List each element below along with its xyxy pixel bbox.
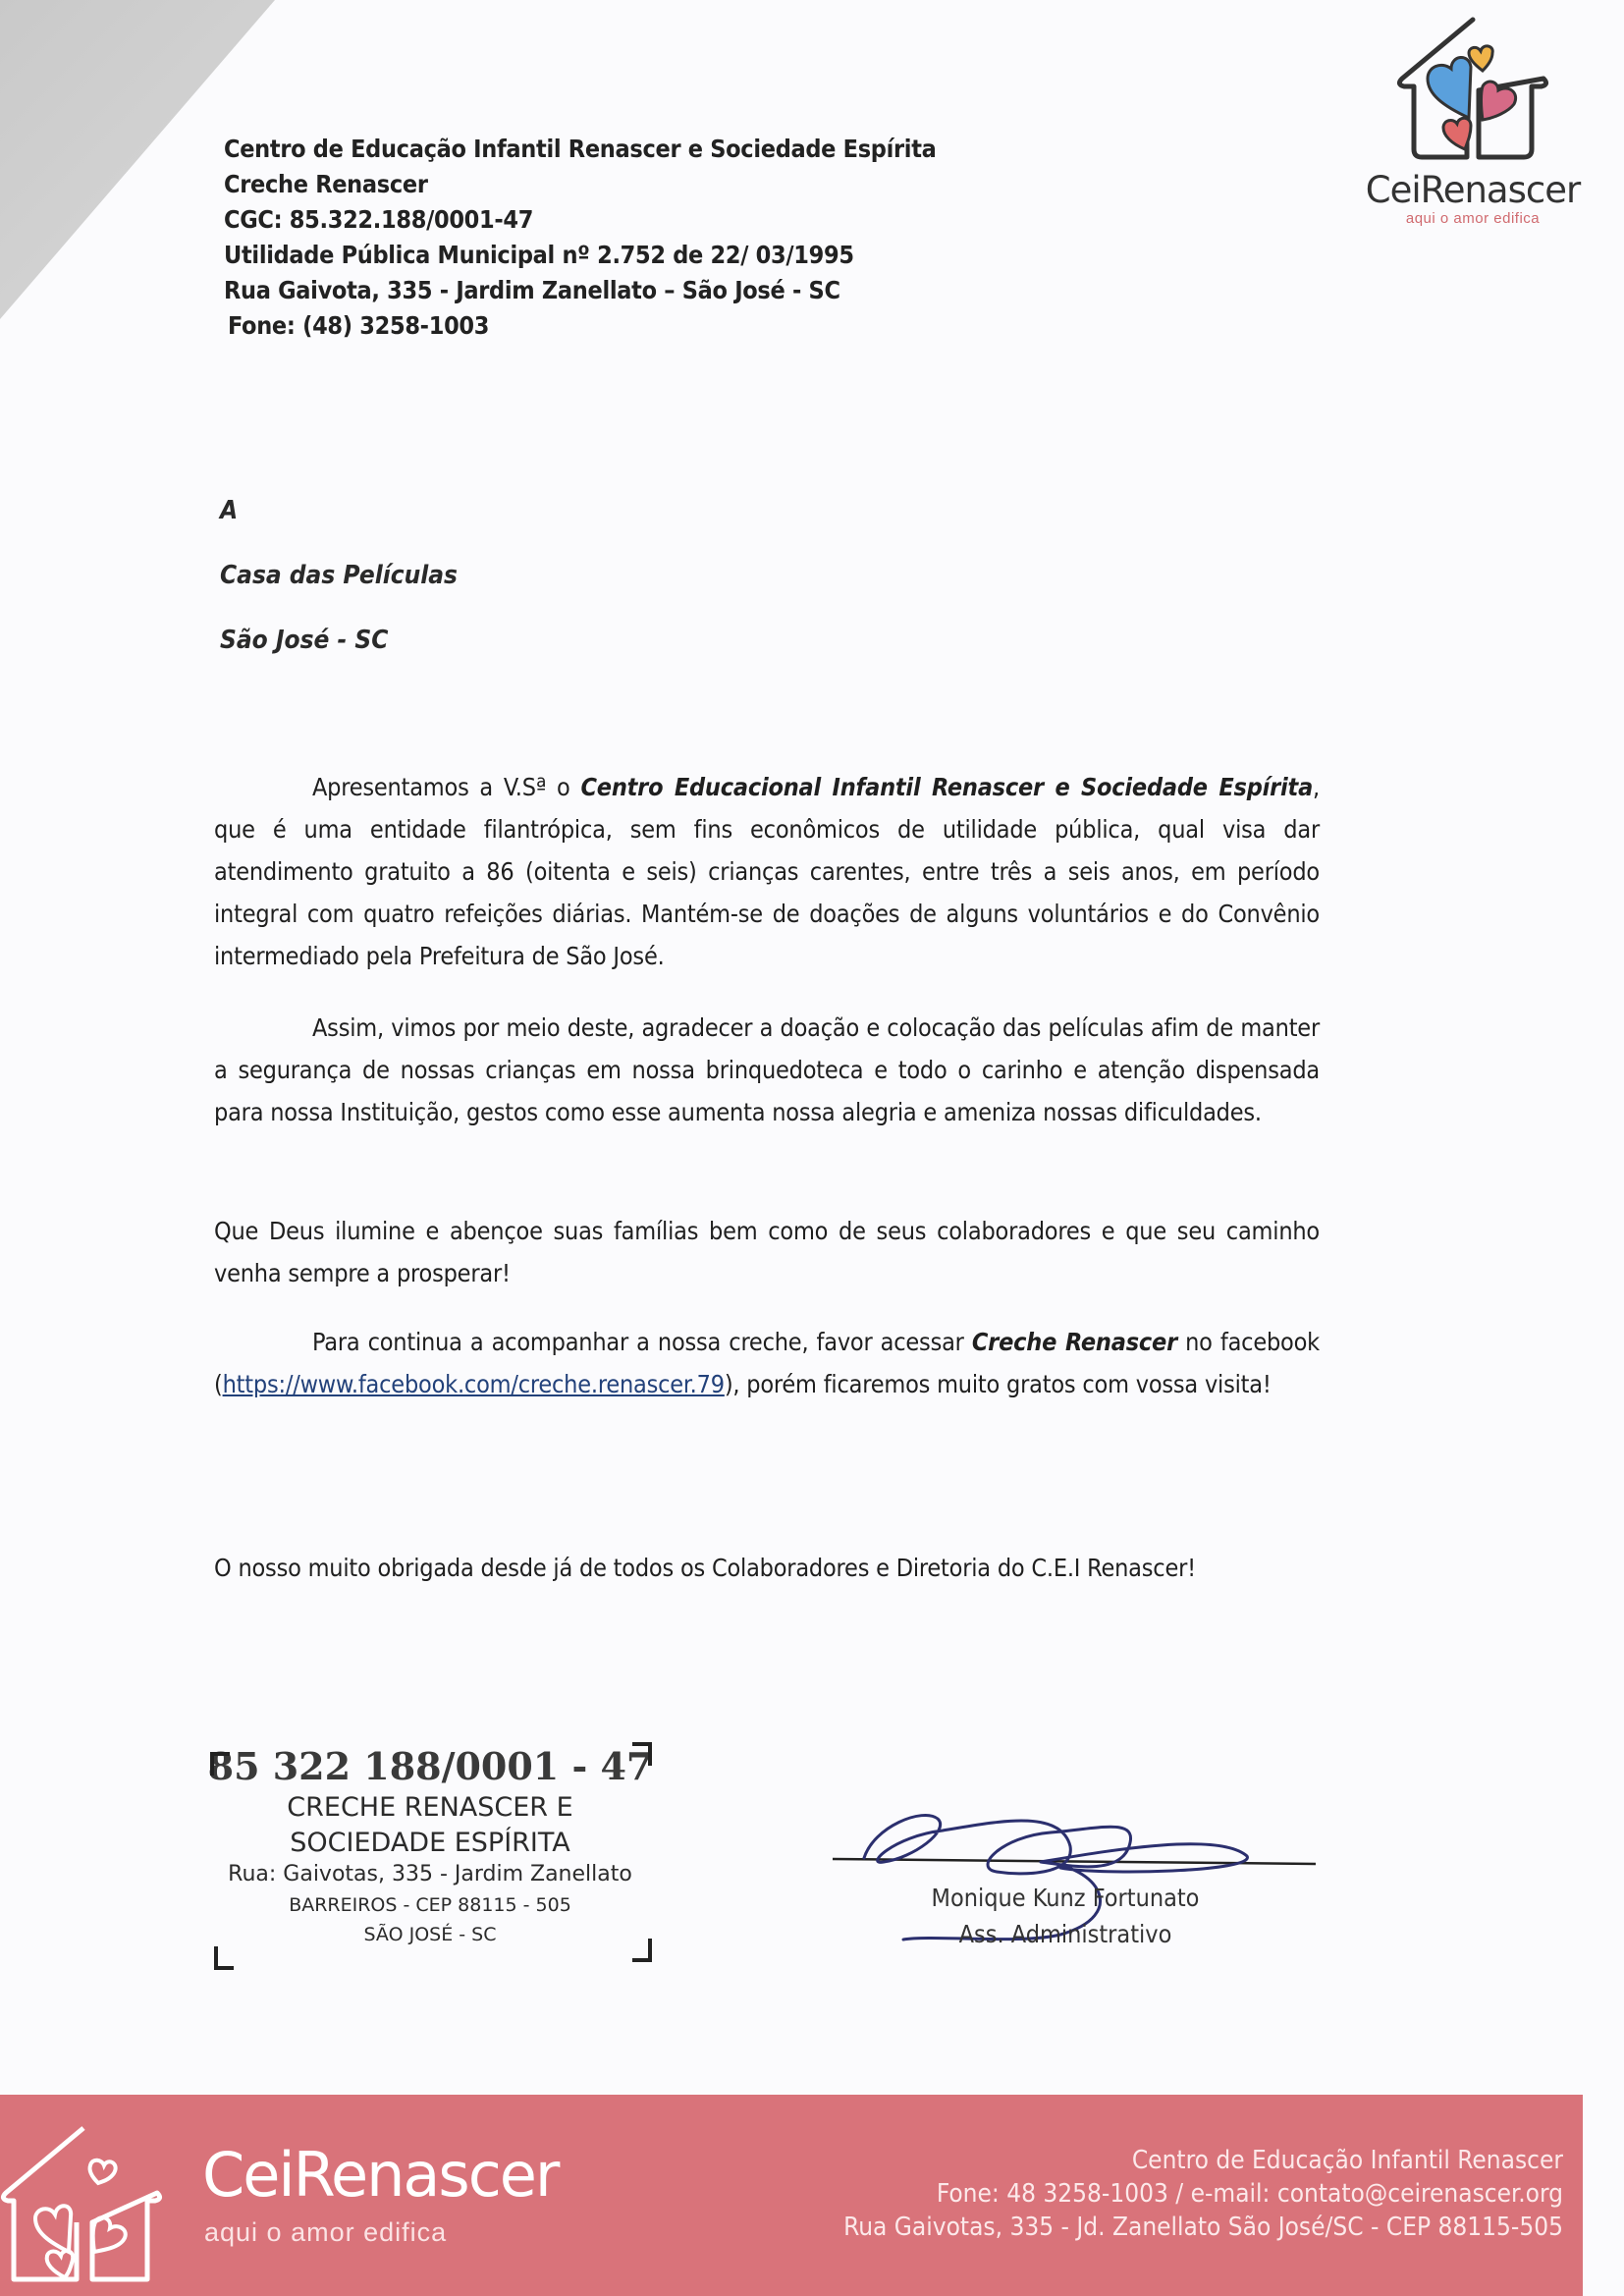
stamp-corner xyxy=(632,1742,652,1766)
header-phone: Fone: (48) 3258-1003 xyxy=(228,311,490,340)
recipient-block xyxy=(220,491,458,685)
pink-heart-icon xyxy=(1482,82,1516,120)
logo-brand-text: CeiRenascer xyxy=(1365,169,1581,211)
stamp-corner xyxy=(210,1752,230,1776)
recipient-salutation: A xyxy=(220,496,239,525)
footer-address: Rua Gaivotas, 335 - Jd. Zanellato São José/SC - CEP 88115-505 xyxy=(843,2213,1563,2242)
paragraph-closing: O nosso muito obrigada desde já de todos os Colaboradores e Diretoria do C.E.I Renascer! xyxy=(214,1554,1196,1582)
header-cgc: CGC: 85.322.188/0001-47 xyxy=(224,205,534,234)
red-heart-icon xyxy=(1443,118,1471,149)
header-institution-name: Centro de Educação Infantil Renascer e Sociedade Espírita xyxy=(224,135,937,163)
stamp-corner xyxy=(214,1946,234,1970)
cei-renascer-logo xyxy=(1345,12,1600,228)
thanks-text: Assim, vimos por meio deste, agradecer a doação e colocação das películas afim de manter a segurança de nossas crianças em nossa brinquedoteca e todo o carinho e atenção dispensada para nossa Instituição, gestos como esse aumenta nossa alegria e ameniza nossas dificuldades. xyxy=(214,1013,1320,1126)
footer-contact xyxy=(843,2144,1563,2244)
header-creche-name: Creche Renascer xyxy=(224,170,428,198)
stamp-line-4: BARREIROS - CEP 88115 - 505 xyxy=(289,1894,571,1916)
facebook-page-name: Creche Renascer xyxy=(971,1328,1177,1356)
letterhead-header xyxy=(224,132,937,344)
cnpj-stamp xyxy=(204,1736,656,1972)
stamp-line-5: SÃO JOSÉ - SC xyxy=(363,1924,497,1945)
recipient-city: São José - SC xyxy=(220,626,389,655)
blue-heart-icon xyxy=(1428,57,1471,118)
signatory-name: Monique Kunz Fortunato xyxy=(931,1884,1200,1912)
intro-lead: Apresentamos a V.Sª o xyxy=(312,773,581,801)
signature-block xyxy=(805,1768,1335,1964)
signatory-role: Ass. Administrativo xyxy=(958,1920,1172,1948)
house-hearts-icon xyxy=(1345,12,1600,169)
intro-rest: , que é uma entidade filantrópica, sem fins econômicos de utilidade pública, qual visa dar atendimento gratuito a 86 (oitenta e seis) crianças carentes, entre três a seis anos, em período integral com quatro refeições diárias. Mantém-se de doações de alguns voluntários e do Convênio intermediado pela Prefeitura de São José. xyxy=(214,773,1320,970)
paragraph-introduction xyxy=(214,766,1320,977)
footer-phone-email: Fone: 48 3258-1003 / e-mail: contato@ceirenascer.org xyxy=(936,2179,1563,2209)
yellow-heart-icon xyxy=(1469,46,1492,71)
footer-institution: Centro de Educação Infantil Renascer xyxy=(1131,2146,1563,2175)
intro-institution-name: Centro Educacional Infantil Renascer e Sociedade Espírita xyxy=(580,773,1314,801)
stamp-line-1: CRECHE RENASCER E xyxy=(287,1792,573,1823)
header-address: Rua Gaivota, 335 - Jardim Zanellato – São José - SC xyxy=(224,276,840,304)
footer-tagline: aqui o amor edifica xyxy=(204,2217,448,2247)
facebook-rest: ), porém ficaremos muito gratos com vossa visita! xyxy=(724,1370,1272,1398)
recipient-name: Casa das Películas xyxy=(220,561,458,590)
facebook-middle: no facebook ( xyxy=(214,1328,1320,1398)
house-hearts-outline-icon xyxy=(0,2124,187,2291)
paragraph-thanks xyxy=(214,1007,1320,1133)
facebook-lead: Para continua a acompanhar a nossa creche, favor acessar xyxy=(312,1328,972,1356)
footer-band xyxy=(0,2095,1583,2296)
stamp-corner xyxy=(632,1939,652,1962)
facebook-link[interactable]: https://www.facebook.com/creche.renascer.79 xyxy=(222,1370,725,1398)
stamp-line-3: Rua: Gaivotas, 335 - Jardim Zanellato xyxy=(228,1862,632,1886)
header-public-utility: Utilidade Pública Municipal nº 2.752 de 22/ 03/1995 xyxy=(224,241,854,269)
footer-brand-text: CeiRenascer xyxy=(202,2139,559,2211)
paragraph-blessing: Que Deus ilumine e abençoe suas famílias bem como de seus colaboradores e que seu caminho venha sempre a prosperar! xyxy=(214,1217,1320,1287)
stamp-line-2: SOCIEDADE ESPÍRITA xyxy=(290,1828,570,1858)
logo-tagline: aqui o amor edifica xyxy=(1405,210,1541,227)
stamp-cnpj: 85 322 188/0001 - 47 xyxy=(207,1744,653,1788)
paragraph-facebook xyxy=(214,1321,1320,1405)
